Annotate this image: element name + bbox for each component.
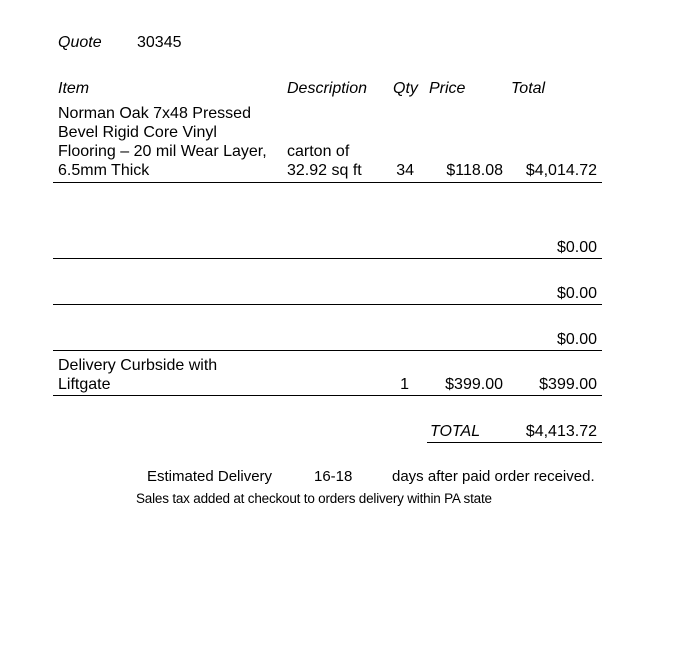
line-item-description-line: carton of xyxy=(287,143,350,160)
line-item-item-line: 6.5mm Thick xyxy=(58,162,150,179)
line-item-description-line: 32.92 sq ft xyxy=(287,162,362,179)
empty-row-total: $0.00 xyxy=(556,331,597,348)
delivery-qty: 1 xyxy=(400,376,409,393)
delivery-price: $399.00 xyxy=(445,376,503,393)
header-description: Description xyxy=(287,80,368,97)
quote-label: Quote xyxy=(58,34,102,51)
delivery-total: $399.00 xyxy=(539,376,597,393)
grand-total-label: TOTAL xyxy=(430,423,481,440)
row-divider xyxy=(53,304,602,305)
line-item-item-line: Flooring – 20 mil Wear Layer, xyxy=(58,143,267,160)
tax-note: Sales tax added at checkout to orders delivery within PA state xyxy=(136,491,492,506)
empty-row-total: $0.00 xyxy=(556,285,597,302)
delivery-item-line: Delivery Curbside with xyxy=(58,357,218,374)
row-divider xyxy=(53,182,602,183)
row-divider xyxy=(53,258,602,259)
line-item-qty: 34 xyxy=(396,162,414,179)
line-item-item-line: Bevel Rigid Core Vinyl xyxy=(58,124,217,141)
grand-total-value: $4,413.72 xyxy=(525,423,597,440)
line-item-item-line: Norman Oak 7x48 Pressed xyxy=(58,105,251,122)
row-divider xyxy=(53,350,602,351)
estimate-label: Estimated Delivery xyxy=(147,468,273,485)
header-total: Total xyxy=(511,80,546,97)
empty-row-total: $0.00 xyxy=(556,239,597,256)
delivery-item-line: Liftgate xyxy=(58,376,111,393)
line-item-total: $4,014.72 xyxy=(525,162,597,179)
total-divider xyxy=(427,442,602,443)
quote-number: 30345 xyxy=(137,34,182,51)
header-item: Item xyxy=(58,80,90,97)
estimate-days: 16-18 xyxy=(314,468,353,485)
header-qty: Qty xyxy=(393,80,418,97)
header-price: Price xyxy=(429,80,466,97)
line-item-price: $118.08 xyxy=(446,162,503,179)
estimate-suffix: days after paid order received. xyxy=(392,468,595,485)
row-divider xyxy=(53,395,602,396)
